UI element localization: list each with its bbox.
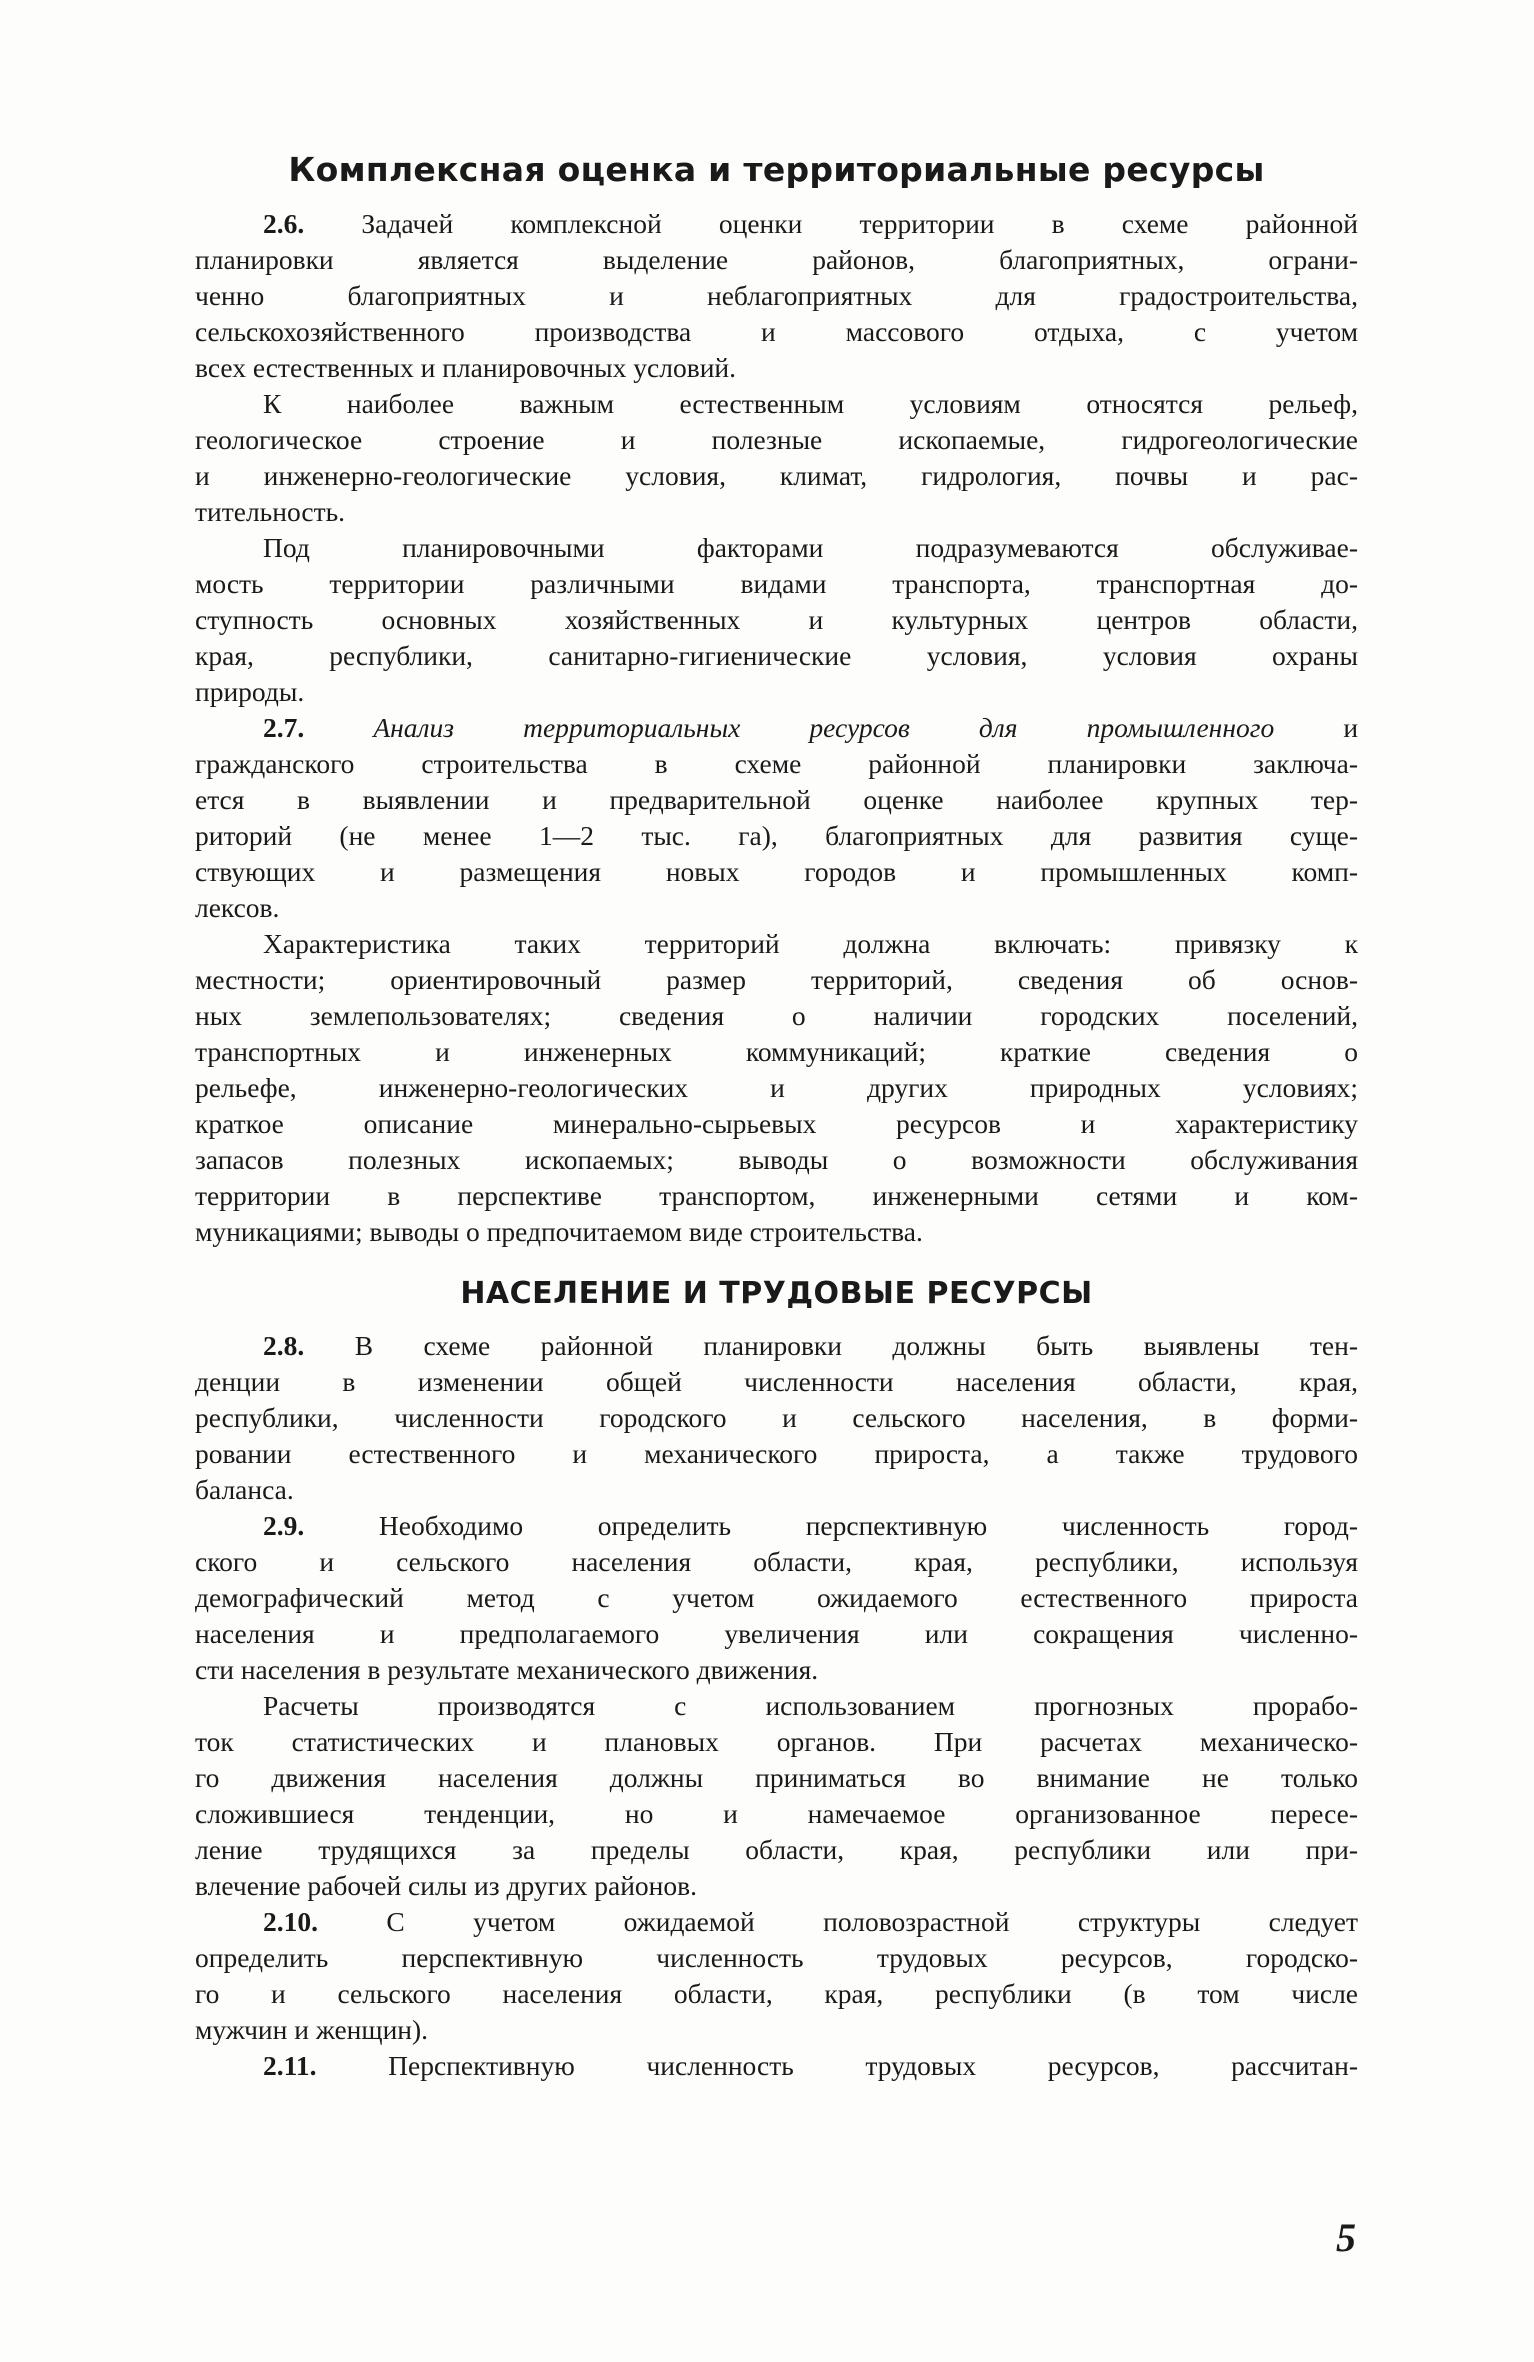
line-text: природы. (195, 676, 305, 707)
text-line (195, 1760, 1358, 1796)
paragraph (195, 2048, 1358, 2084)
text-line (195, 1436, 1358, 1472)
section-body-population-labor (195, 1328, 1358, 2084)
text-line (195, 1178, 1358, 1214)
section-heading-territorial-resources: Комплексная оценка и территориальные ресурсы (288, 150, 1265, 189)
line-text: В схеме районной планировки должны быть выявлены тен- (354, 1330, 1359, 1361)
text-line (195, 206, 1358, 242)
text-line (195, 818, 1358, 854)
line-text: сти населения в результате механического движения. (195, 1654, 819, 1685)
line-text: мость территории различными видами транспорта, транспортная до- (195, 568, 1358, 599)
line-text: демографический метод с учетом ожидаемого естественного прироста (195, 1582, 1358, 1613)
line-text: ток статистических и плановых органов. При расчетах механическо- (195, 1726, 1358, 1757)
line-text: Перспективную численность трудовых ресурсов, рассчитан- (388, 2050, 1358, 2081)
clause-number: 2.11. (263, 2050, 317, 2081)
line-text: риторий (не менее 1—2 тыс. га), благоприятных для развития суще- (195, 820, 1358, 851)
text-line (195, 854, 1358, 890)
text-line (195, 1832, 1358, 1868)
paragraph (195, 386, 1358, 530)
text-line (195, 1940, 1358, 1976)
text-line (195, 494, 1358, 530)
text-line (195, 1580, 1358, 1616)
line-text: рельефе, инженерно-геологических и других природных условиях; (195, 1072, 1358, 1103)
document-page (195, 148, 1358, 2084)
text-line (195, 566, 1358, 602)
line-text: сельскохозяйственного производства и массового отдыха, с учетом (195, 316, 1358, 347)
line-text: денции в изменении общей численности населения области, края, (195, 1366, 1358, 1397)
text-line (195, 2048, 1358, 2084)
text-line (195, 1214, 1358, 1250)
line-text: го и сельского населения области, края, республики (в том числе (195, 1978, 1358, 2009)
text-line (195, 350, 1358, 386)
paragraph (195, 1688, 1358, 1904)
line-text: геологическое строение и полезные ископаемые, гидрогеологические (195, 424, 1358, 455)
text-line (195, 674, 1358, 710)
line-text: определить перспективную численность трудовых ресурсов, городско- (195, 1942, 1358, 1973)
line-text: Задачей комплексной оценки территории в схеме районной (361, 208, 1358, 239)
line-text: Под планировочными факторами подразумеваются обслуживае- (263, 532, 1358, 563)
text-line (195, 530, 1358, 566)
text-line (195, 1976, 1358, 2012)
text-line (195, 890, 1358, 926)
line-text: населения и предполагаемого увеличения или сокращения численно- (195, 1618, 1358, 1649)
text-line (195, 926, 1358, 962)
clause-number: 2.6. (263, 208, 305, 239)
text-line (195, 242, 1358, 278)
line-text: края, республики, санитарно-гигиенические условия, условия охраны (195, 640, 1358, 671)
line-text: влечение рабочей силы из других районов. (195, 1870, 697, 1901)
line-text: планировки является выделение районов, благоприятных, ограни- (195, 244, 1358, 275)
page-number: 5 (1336, 2215, 1356, 2260)
line-text: краткое описание минерально-сырьевых ресурсов и характеристику (195, 1108, 1358, 1139)
line-text: ступность основных хозяйственных и культурных центров области, (195, 604, 1358, 635)
text-line (195, 422, 1358, 458)
line-text: и инженерно-геологические условия, климат, гидрология, почвы и рас- (195, 460, 1358, 491)
paragraph (195, 926, 1358, 1250)
text-line (195, 1652, 1358, 1688)
text-line (195, 1616, 1358, 1652)
text-line (195, 314, 1358, 350)
text-line (195, 638, 1358, 674)
line-text: тительность. (195, 496, 346, 527)
clause-number: 2.9. (263, 1510, 305, 1541)
clause-number: 2.8. (263, 1330, 305, 1361)
line-text: запасов полезных ископаемых; выводы о возможности обслуживания (195, 1144, 1358, 1175)
line-text: и (1343, 712, 1359, 743)
section-heading-population-labor: НАСЕЛЕНИЕ И ТРУДОВЫЕ РЕСУРСЫ (460, 1276, 1093, 1311)
text-line (195, 1868, 1358, 1904)
italic-phrase: Анализ территориальных ресурсов для промышленного (373, 712, 1275, 743)
text-line (195, 710, 1358, 746)
line-text: Расчеты производятся с использованием прогнозных прорабо- (263, 1690, 1358, 1721)
clause-number: 2.7. (263, 712, 305, 743)
paragraph (195, 1508, 1358, 1688)
text-line (195, 1106, 1358, 1142)
line-text: Характеристика таких территорий должна включать: привязку к (263, 928, 1358, 959)
text-line (195, 782, 1358, 818)
text-line (195, 278, 1358, 314)
text-line (195, 746, 1358, 782)
line-text: гражданского строительства в схеме районной планировки заключа- (195, 748, 1358, 779)
line-text: лексов. (195, 892, 280, 923)
line-text: всех естественных и планировочных условий. (195, 352, 737, 383)
text-line (195, 1070, 1358, 1106)
text-line (195, 1328, 1358, 1364)
text-line (195, 1724, 1358, 1760)
line-text: баланса. (195, 1474, 294, 1505)
paragraph (195, 1904, 1358, 2048)
line-text: го движения населения должны приниматься во внимание не только (195, 1762, 1358, 1793)
line-text: республики, численности городского и сельского населения, в форми- (195, 1402, 1358, 1433)
line-text: транспортных и инженерных коммуникаций; краткие сведения о (195, 1036, 1358, 1067)
text-line (195, 1508, 1358, 1544)
line-text: К наиболее важным естественным условиям относятся рельеф, (263, 388, 1358, 419)
text-line (195, 1400, 1358, 1436)
text-line (195, 1142, 1358, 1178)
line-text: ровании естественного и механического прироста, а также трудового (195, 1438, 1358, 1469)
text-line (195, 1034, 1358, 1070)
text-line (195, 1364, 1358, 1400)
line-text: Необходимо определить перспективную численность город- (378, 1510, 1359, 1541)
line-text: сложившиеся тенденции, но и намечаемое организованное пересе- (195, 1798, 1358, 1829)
line-text: мужчин и женщин). (195, 2014, 429, 2045)
line-text: С учетом ожидаемой половозрастной структуры следует (386, 1906, 1358, 1937)
text-line (195, 998, 1358, 1034)
paragraph (195, 206, 1358, 386)
text-line (195, 1472, 1358, 1508)
text-line (195, 458, 1358, 494)
text-line (195, 602, 1358, 638)
paragraph (195, 1328, 1358, 1508)
paragraph (195, 710, 1358, 926)
line-text: ных землепользователях; сведения о наличии городских поселений, (195, 1000, 1358, 1031)
paragraph (195, 530, 1358, 710)
section-body-territorial-resources (195, 206, 1358, 1250)
text-line (195, 2012, 1358, 2048)
clause-number: 2.10. (263, 1906, 318, 1937)
line-text: местности; ориентировочный размер территорий, сведения об основ- (195, 964, 1358, 995)
text-line (195, 1796, 1358, 1832)
line-text: ление трудящихся за пределы области, края, республики или при- (195, 1834, 1358, 1865)
line-text: ствующих и размещения новых городов и промышленных комп- (195, 856, 1358, 887)
text-line (195, 1904, 1358, 1940)
text-line (195, 962, 1358, 998)
line-text: ченно благоприятных и неблагоприятных для градостроительства, (195, 280, 1358, 311)
text-line (195, 1544, 1358, 1580)
line-text: муникациями; выводы о предпочитаемом виде строительства. (195, 1216, 923, 1247)
text-line (195, 1688, 1358, 1724)
line-text: ского и сельского населения области, края, республики, используя (195, 1546, 1358, 1577)
line-text: территории в перспективе транспортом, инженерными сетями и ком- (195, 1180, 1358, 1211)
text-line (195, 386, 1358, 422)
line-text: ется в выявлении и предварительной оценке наиболее крупных тер- (195, 784, 1358, 815)
